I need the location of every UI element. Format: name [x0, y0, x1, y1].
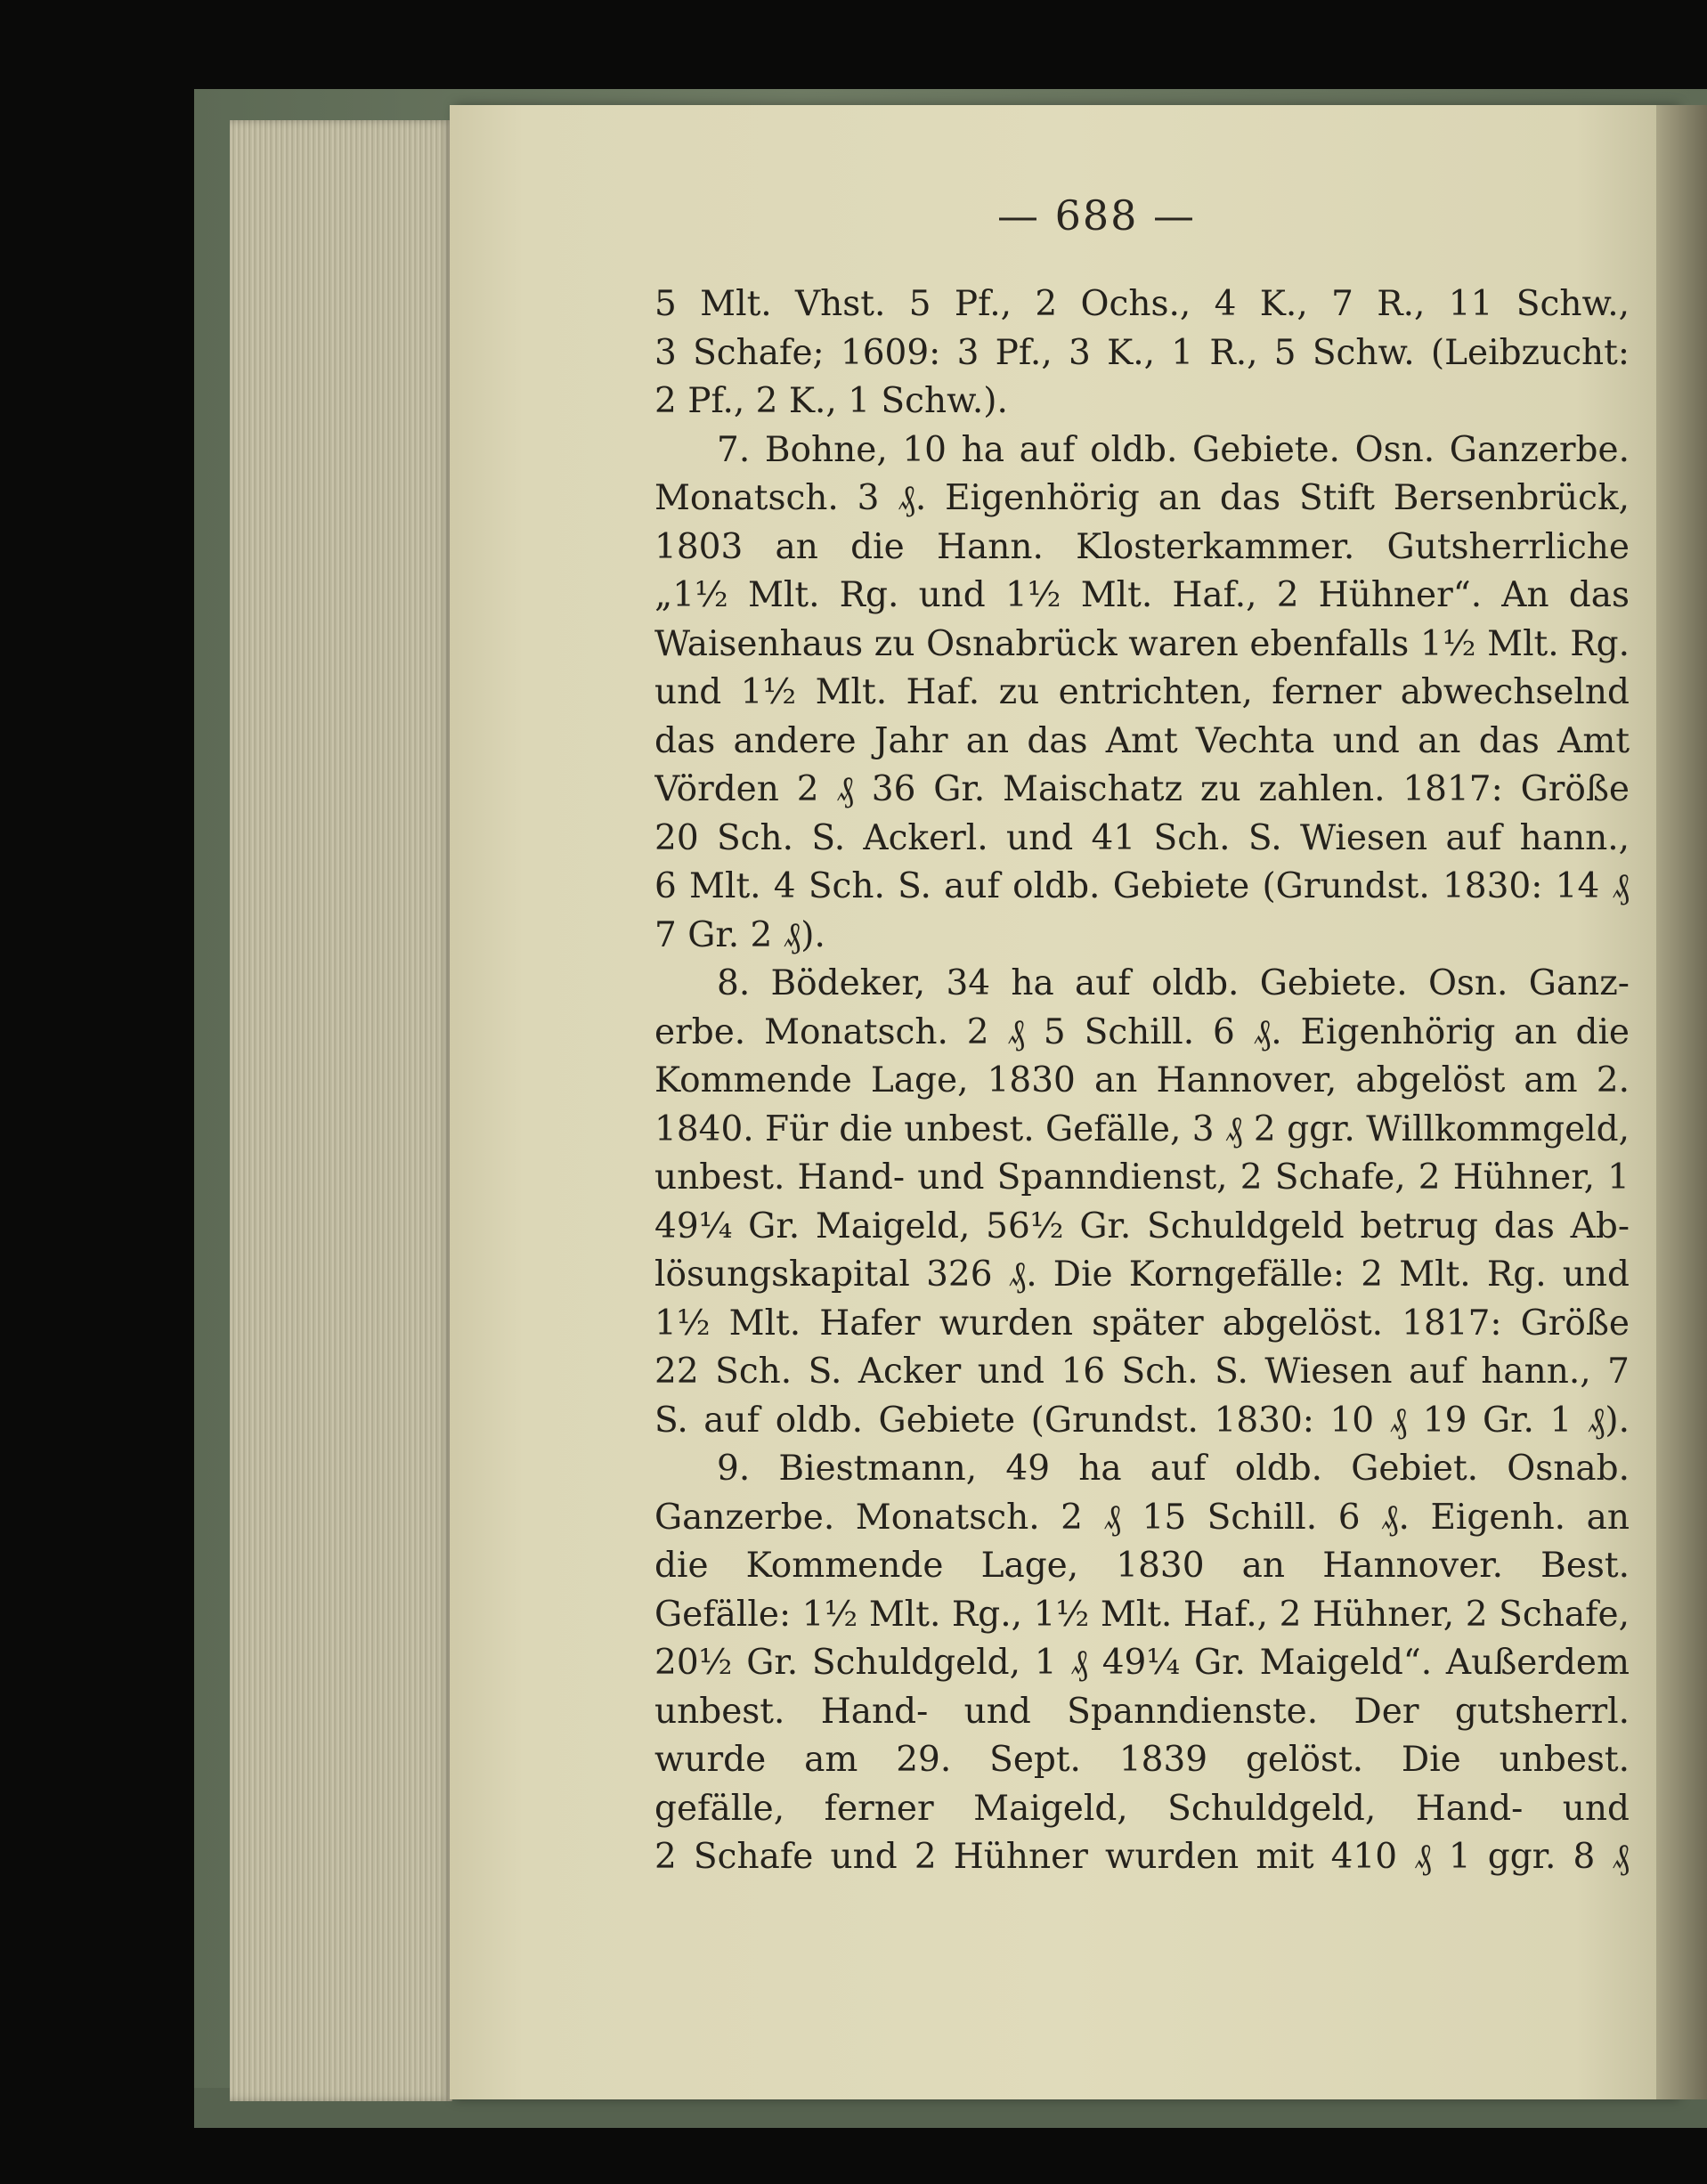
- text-line: die Kommende Lage, 1830 an Hannover. Best.: [654, 1546, 1630, 1586]
- text-line: 7. Bohne, 10 ha auf oldb. Gebiete. Osn. Ganzerbe.: [717, 429, 1630, 470]
- text-line: 20½ Gr. Schuldgeld, 1 ₰ 49¼ Gr. Maigeld“. Außerdem: [654, 1643, 1630, 1683]
- text-line: 20 Sch. S. Ackerl. und 41 Sch. S. Wiesen auf hann.,: [654, 817, 1630, 858]
- text-line: 1803 an die Hann. Klosterkammer. Gutsherrliche: [654, 526, 1630, 567]
- text-line: gefälle, ferner Maigeld, Schuldgeld, Hand- und: [654, 1788, 1630, 1829]
- text-line: 49¼ Gr. Maigeld, 56½ Gr. Schuldgeld betrug das Ab-: [654, 1206, 1630, 1246]
- text-line: 1840. Für die unbest. Gefälle, 3 ₰ 2 ggr. Willkommgeld,: [654, 1108, 1630, 1149]
- text-line: Vörden 2 ₰ 36 Gr. Maischatz zu zahlen. 1817: Größe: [654, 769, 1630, 809]
- text-line: unbest. Hand- und Spanndienst, 2 Schafe, 2 Hühner, 1: [654, 1157, 1630, 1198]
- text-line: unbest. Hand- und Spanndienste. Der gutsherrl.: [654, 1691, 1630, 1732]
- text-line: und 1½ Mlt. Haf. zu entrichten, ferner abwechselnd: [654, 672, 1630, 712]
- text-line: 2 Pf., 2 K., 1 Schw.).: [654, 381, 1008, 421]
- text-line: Ganzerbe. Monatsch. 2 ₰ 15 Schill. 6 ₰. Eigenh. an: [654, 1497, 1630, 1538]
- text-line: 22 Sch. S. Acker und 16 Sch. S. Wiesen auf hann., 7: [654, 1352, 1630, 1392]
- text-line: lösungskapital 326 ₰. Die Korngefälle: 2 Mlt. Rg. und: [654, 1254, 1630, 1295]
- text-line: S. auf oldb. Gebiete (Grundst. 1830: 10 ₰ 19 Gr. 1 ₰).: [654, 1400, 1630, 1441]
- text-line: Waisenhaus zu Osnabrück waren ebenfalls 1½ Mlt. Rg.: [654, 623, 1630, 664]
- text-line: 1½ Mlt. Hafer wurden später abgelöst. 1817: Größe: [654, 1303, 1630, 1344]
- page-gutter: [1656, 105, 1707, 2099]
- text-line: „1½ Mlt. Rg. und 1½ Mlt. Haf., 2 Hühner“. An das: [654, 575, 1630, 615]
- text-line: Monatsch. 3 ₰. Eigenhörig an das Stift Bersenbrück,: [654, 478, 1630, 518]
- page-number: — 688 —: [997, 191, 1197, 240]
- text-line: 8. Bödeker, 34 ha auf oldb. Gebiete. Osn. Ganz-: [717, 963, 1630, 1003]
- text-line: 2 Schafe und 2 Hühner wurden mit 410 ₰ 1 ggr. 8 ₰: [654, 1837, 1630, 1877]
- text-line: das andere Jahr an das Amt Vechta und an das Amt: [654, 720, 1630, 761]
- page-edges: [230, 120, 452, 2101]
- text-line: Kommende Lage, 1830 an Hannover, abgelöst am 2.: [654, 1060, 1630, 1100]
- text-line: Gefälle: 1½ Mlt. Rg., 1½ Mlt. Haf., 2 Hühner, 2 Schafe,: [654, 1594, 1630, 1635]
- text-line: 7 Gr. 2 ₰).: [654, 914, 825, 955]
- text-line: wurde am 29. Sept. 1839 gelöst. Die unbest.: [654, 1740, 1630, 1780]
- text-line: 9. Biestmann, 49 ha auf oldb. Gebiet. Osnab.: [717, 1449, 1630, 1489]
- text-line: 6 Mlt. 4 Sch. S. auf oldb. Gebiete (Grundst. 1830: 14 ₰: [654, 866, 1630, 906]
- page-body-text: [654, 280, 1630, 1882]
- text-line: 3 Schafe; 1609: 3 Pf., 3 K., 1 R., 5 Schw. (Leibzucht:: [654, 332, 1630, 373]
- text-line: erbe. Monatsch. 2 ₰ 5 Schill. 6 ₰. Eigenhörig an die: [654, 1011, 1630, 1052]
- text-line: 5 Mlt. Vhst. 5 Pf., 2 Ochs., 4 K., 7 R., 11 Schw.,: [654, 284, 1630, 324]
